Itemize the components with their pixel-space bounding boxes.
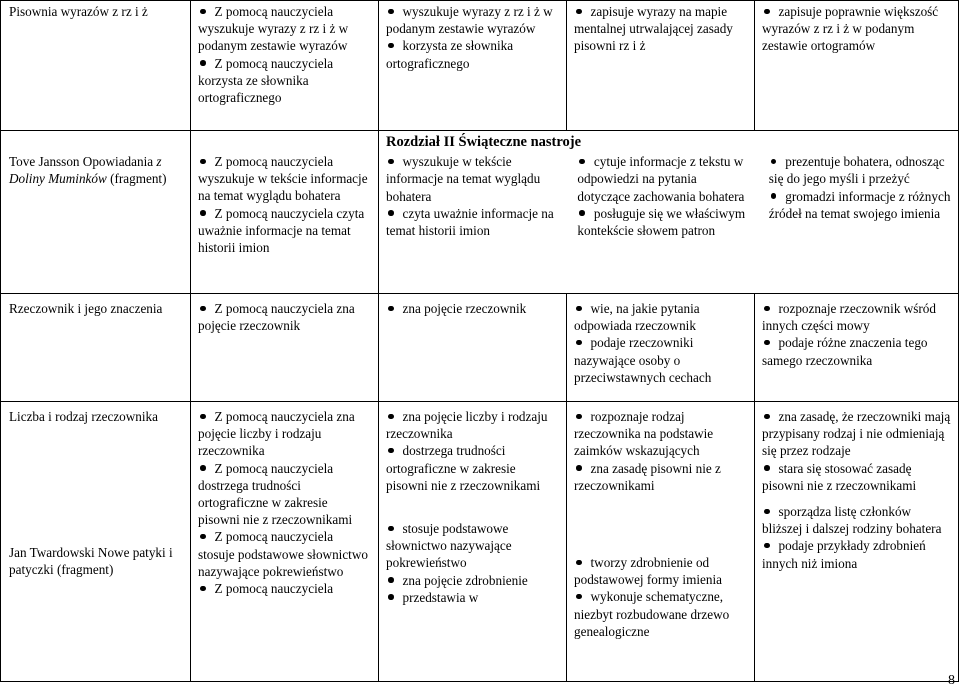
list-item: zapisuje wyrazy na mapie mentalnej utrwalającej zasady pisowni rz i ż xyxy=(574,4,733,54)
bullet-icon xyxy=(200,534,206,540)
bullet-icon xyxy=(388,526,394,532)
list-item: podaje przykłady zdrobnień innych niż imiona xyxy=(762,538,926,571)
list-item: Z pomocą nauczyciela stosuje podstawowe słownictwo nazywające pokrewieństwo xyxy=(198,529,368,579)
bullet-icon xyxy=(200,159,206,165)
topic-text: Pisownia wyrazów z rz i ż xyxy=(9,4,148,19)
requirement-cell xyxy=(379,294,567,402)
bullet-icon xyxy=(579,159,585,165)
list-item: tworzy zdrobnienie od podstawowej formy imienia xyxy=(574,555,722,588)
requirement-cell xyxy=(755,1,959,131)
bullet-icon xyxy=(576,560,582,566)
list-item: Z pomocą nauczyciela wyszukuje wyrazy z rz i ż w podanym zestawie wyrazów xyxy=(198,4,349,54)
bullet-icon xyxy=(388,43,394,49)
requirement-cell xyxy=(379,402,567,682)
topic-cell: Rzeczownik i jego znaczenia xyxy=(1,294,191,402)
list-item: zapisuje poprawnie większość wyrazów z rz i ż w podanym zestawie ortogramów xyxy=(762,4,939,54)
topic-cell: Liczba i rodzaj rzeczownika Jan Twardowski Nowe patyki i patyczki (fragment) xyxy=(1,402,191,682)
list-item: wyszukuje w tekście informacje na temat wyglądu bohatera xyxy=(386,154,541,204)
bullet-icon xyxy=(764,340,770,346)
list-item: podaje różne znaczenia tego samego rzeczownika xyxy=(762,335,928,368)
list-item: Z pomocą nauczyciela xyxy=(198,580,372,597)
bullet-icon xyxy=(764,306,770,312)
list-item: zna pojęcie rzeczownik xyxy=(386,300,560,317)
bullet-icon xyxy=(200,9,206,15)
list-item: Z pomocą nauczyciela dostrzega trudności ortograficzne w zakresie pisowni nie z rzeczownikami xyxy=(198,460,353,528)
bullet-icon xyxy=(771,159,777,165)
bullet-icon xyxy=(764,543,770,549)
list-item: zna zasadę, że rzeczowniki mają przypisany rodzaj i nie odmieniają się przez rodzaje xyxy=(762,409,951,459)
list-item: Z pomocą nauczyciela wyszukuje w tekście informacje na temat wyglądu bohatera xyxy=(198,154,368,204)
topic-cell xyxy=(1,1,191,131)
section-heading: Rozdział II Świąteczne nastroje xyxy=(386,134,582,150)
list-item: stosuje podstawowe słownictwo nazywające pokrewieństwo xyxy=(386,521,512,571)
bullet-icon xyxy=(200,60,206,66)
bullet-icon xyxy=(388,448,394,454)
requirement-cell xyxy=(755,402,959,682)
list-item: dostrzega trudności ortograficzne w zakresie pisowni nie z rzeczownikami xyxy=(386,443,541,493)
bullet-icon xyxy=(200,586,206,592)
requirement-cell xyxy=(755,294,959,402)
list-item: czyta uważnie informacje na temat historii imion xyxy=(386,205,554,239)
section-cell xyxy=(379,131,959,294)
list-item: wykonuje schematyczne, niezbyt rozbudowane drzewo genealogiczne xyxy=(574,589,730,639)
bullet-icon xyxy=(200,306,206,312)
list-item: gromadzi informacje z różnych źródeł na temat swojego imienia xyxy=(768,188,951,221)
topic-cell: Tove Jansson Opowiadania z Doliny Muminków (fragment) xyxy=(1,131,191,294)
bullet-icon xyxy=(576,465,582,471)
table-row xyxy=(1,294,959,402)
list-item: rozpoznaje rodzaj rzeczownika na podstawie zaimków wskazujących xyxy=(574,409,714,459)
list-item: rozpoznaje rzeczownik wśród innych części mowy xyxy=(762,301,936,334)
requirement-cell xyxy=(564,153,755,239)
list-item: prezentuje bohatera, odnosząc się do jego myśli i przeżyć xyxy=(768,154,945,187)
list-item: sporządza listę członków bliższej i dalszej rodziny bohatera xyxy=(762,504,942,537)
bullet-icon xyxy=(576,594,582,600)
list-item: posługuje się we właściwym kontekście słowem patron xyxy=(577,205,746,239)
list-item: Z pomocą nauczyciela czyta uważnie informacje na temat historii imion xyxy=(198,205,365,256)
requirement-cell xyxy=(567,294,755,402)
bullet-icon xyxy=(764,509,770,515)
bullet-icon xyxy=(200,414,206,420)
list-item: Z pomocą nauczyciela korzysta ze słownika ortograficznego xyxy=(198,55,334,106)
table-row xyxy=(1,1,959,131)
requirement-cell xyxy=(191,402,379,682)
page-number: 8 xyxy=(948,673,955,688)
bullet-icon xyxy=(388,306,394,312)
bullet-icon xyxy=(576,306,582,312)
bullet-icon xyxy=(200,210,206,216)
bullet-icon xyxy=(200,465,206,471)
list-item: wie, na jakie pytania odpowiada rzeczownik xyxy=(574,301,700,334)
list-item: wyszukuje wyrazy z rz i ż w podanym zestawie wyrazów xyxy=(386,4,553,37)
requirement-cell xyxy=(756,153,958,239)
bullet-icon xyxy=(388,9,394,15)
bullet-icon xyxy=(388,159,394,165)
list-item: cytuje informacje z tekstu w odpowiedzi na pytania dotyczące zachowania bohatera xyxy=(577,154,745,204)
requirement-cell xyxy=(191,131,379,294)
bullet-icon xyxy=(576,414,582,420)
list-item: korzysta ze słownika ortograficznego xyxy=(386,38,514,71)
bullet-icon xyxy=(579,210,585,216)
list-item: zna zasadę pisowni nie z rzeczownikami xyxy=(574,460,721,493)
bullet-icon xyxy=(576,9,582,15)
requirement-cell xyxy=(379,1,567,131)
table-row xyxy=(1,131,959,294)
list-item: przedstawia w xyxy=(386,589,560,606)
requirement-cell xyxy=(567,1,755,131)
list-item: Z pomocą nauczyciela zna pojęcie liczby i rodzaju rzeczownika xyxy=(198,409,355,459)
list-item: stara się stosować zasadę pisowni nie z rzeczownikami xyxy=(762,460,917,493)
list-item: zna pojęcie zdrobnienie xyxy=(386,572,560,589)
bullet-icon xyxy=(388,577,394,583)
bullet-icon xyxy=(388,414,394,420)
list-item: Z pomocą nauczyciela zna pojęcie rzeczownik xyxy=(198,301,355,334)
requirement-cell xyxy=(191,294,379,402)
requirement-cell xyxy=(379,153,564,239)
bullet-icon xyxy=(764,465,770,471)
requirement-cell xyxy=(191,1,379,131)
bullet-icon xyxy=(388,210,394,216)
requirement-cell xyxy=(567,402,755,682)
bullet-icon xyxy=(388,594,394,600)
table-row xyxy=(1,402,959,682)
list-item: podaje rzeczowniki nazywające osoby o przeciwstawnych cechach xyxy=(574,335,712,385)
bullet-icon xyxy=(764,414,770,420)
bullet-icon xyxy=(771,193,777,199)
bullet-icon xyxy=(576,340,582,346)
bullet-icon xyxy=(764,9,770,15)
list-item: zna pojęcie liczby i rodzaju rzeczownika xyxy=(386,409,548,442)
